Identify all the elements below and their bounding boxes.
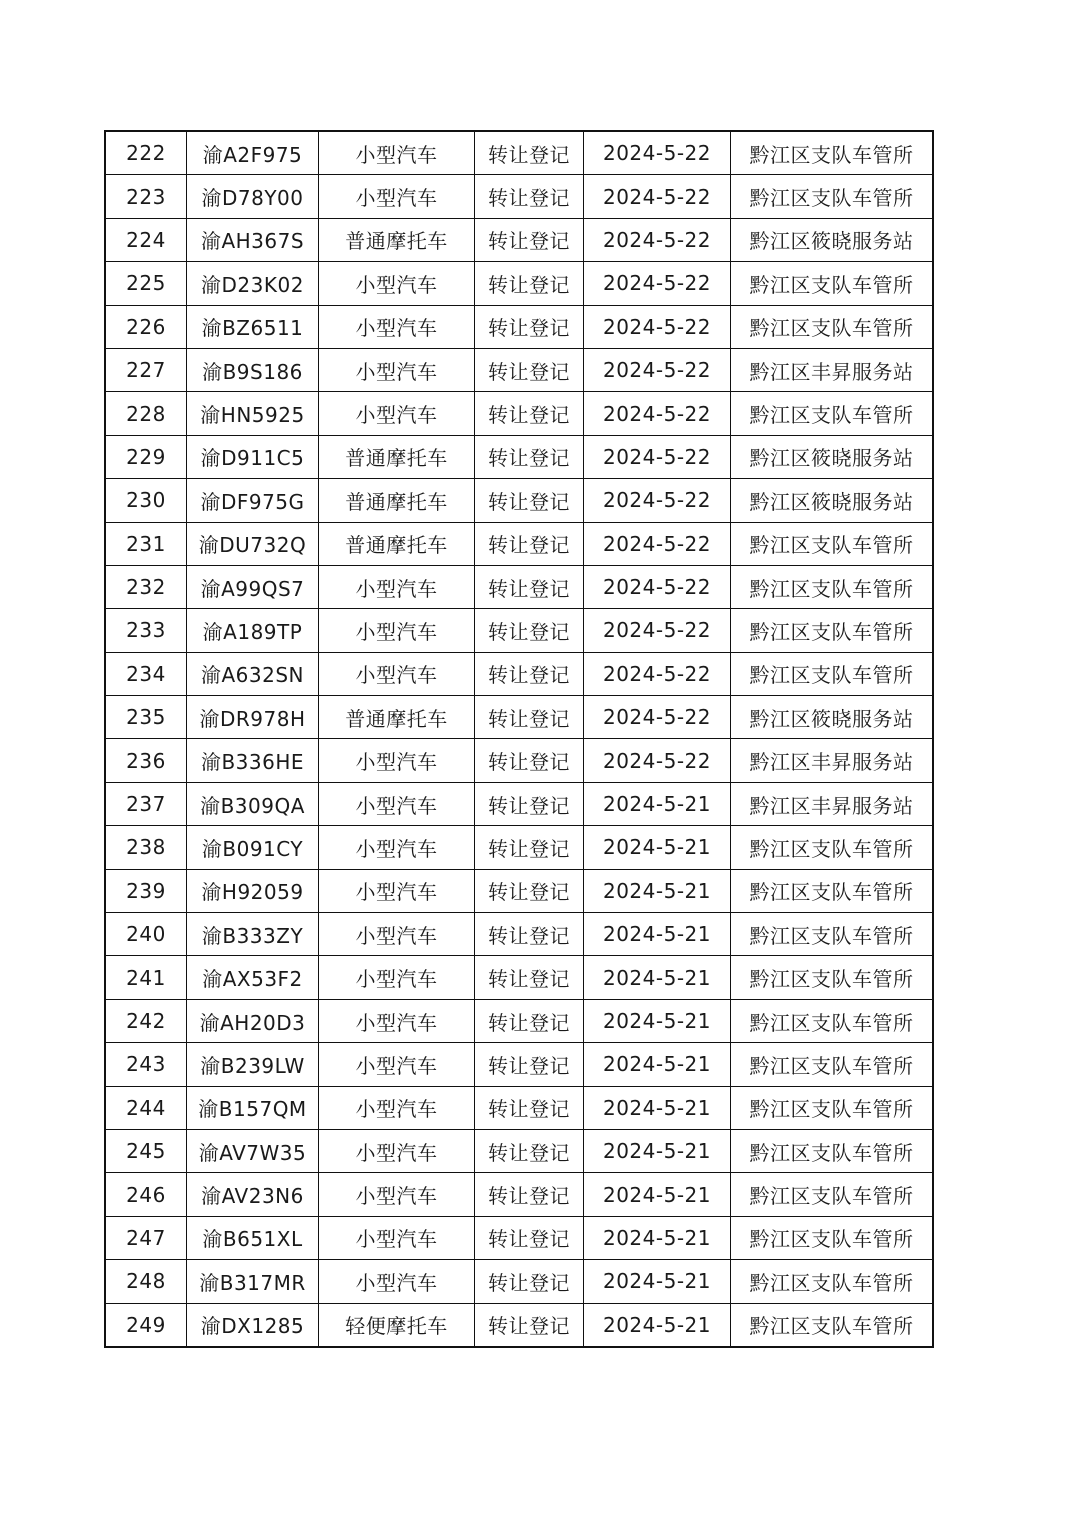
table-row <box>105 305 933 348</box>
date-cell: 2024-5-22 <box>584 348 731 391</box>
vehicle-type-cell: 普通摩托车 <box>319 479 475 522</box>
vehicle-type-cell: 小型汽车 <box>319 913 475 956</box>
table-row <box>105 1129 933 1172</box>
table-row <box>105 999 933 1042</box>
office-cell: 黔江区支队车管所 <box>731 609 934 652</box>
plate-number-cell: 渝A2F975 <box>187 131 319 175</box>
date-cell: 2024-5-22 <box>584 522 731 565</box>
office-cell: 黔江区支队车管所 <box>731 1216 934 1259</box>
office-cell: 黔江区支队车管所 <box>731 392 934 435</box>
office-cell: 黔江区筱晓服务站 <box>731 435 934 478</box>
office-cell: 黔江区支队车管所 <box>731 913 934 956</box>
business-type-cell: 转让登记 <box>475 999 584 1042</box>
plate-number-cell: 渝B309QA <box>187 782 319 825</box>
office-cell: 黔江区筱晓服务站 <box>731 218 934 261</box>
date-cell: 2024-5-21 <box>584 1129 731 1172</box>
business-type-cell: 转让登记 <box>475 435 584 478</box>
table-row <box>105 956 933 999</box>
plate-number-cell: 渝BZ6511 <box>187 305 319 348</box>
vehicle-type-cell: 小型汽车 <box>319 1043 475 1086</box>
business-type-cell: 转让登记 <box>475 218 584 261</box>
office-cell: 黔江区支队车管所 <box>731 565 934 608</box>
row-number-cell: 237 <box>105 782 187 825</box>
vehicle-type-cell: 普通摩托车 <box>319 522 475 565</box>
date-cell: 2024-5-21 <box>584 869 731 912</box>
table-row <box>105 479 933 522</box>
vehicle-type-cell: 小型汽车 <box>319 262 475 305</box>
date-cell: 2024-5-22 <box>584 609 731 652</box>
row-number-cell: 233 <box>105 609 187 652</box>
vehicle-type-cell: 小型汽车 <box>319 348 475 391</box>
date-cell: 2024-5-21 <box>584 913 731 956</box>
vehicle-type-cell: 小型汽车 <box>319 609 475 652</box>
table-row <box>105 826 933 869</box>
table-row <box>105 392 933 435</box>
date-cell: 2024-5-22 <box>584 565 731 608</box>
row-number-cell: 246 <box>105 1173 187 1216</box>
row-number-cell: 240 <box>105 913 187 956</box>
date-cell: 2024-5-22 <box>584 435 731 478</box>
date-cell: 2024-5-21 <box>584 1173 731 1216</box>
vehicle-type-cell: 小型汽车 <box>319 869 475 912</box>
vehicle-type-cell: 普通摩托车 <box>319 435 475 478</box>
table-row <box>105 262 933 305</box>
plate-number-cell: 渝H92059 <box>187 869 319 912</box>
plate-number-cell: 渝DF975G <box>187 479 319 522</box>
office-cell: 黔江区支队车管所 <box>731 869 934 912</box>
date-cell: 2024-5-22 <box>584 262 731 305</box>
table-row <box>105 1043 933 1086</box>
vehicle-type-cell: 轻便摩托车 <box>319 1303 475 1347</box>
plate-number-cell: 渝B651XL <box>187 1216 319 1259</box>
business-type-cell: 转让登记 <box>475 913 584 956</box>
vehicle-type-cell: 小型汽车 <box>319 1086 475 1129</box>
business-type-cell: 转让登记 <box>475 305 584 348</box>
date-cell: 2024-5-21 <box>584 1043 731 1086</box>
row-number-cell: 226 <box>105 305 187 348</box>
row-number-cell: 239 <box>105 869 187 912</box>
row-number-cell: 244 <box>105 1086 187 1129</box>
vehicle-registration-table <box>104 130 934 1348</box>
row-number-cell: 248 <box>105 1260 187 1303</box>
office-cell: 黔江区筱晓服务站 <box>731 696 934 739</box>
vehicle-type-cell: 小型汽车 <box>319 1216 475 1259</box>
row-number-cell: 236 <box>105 739 187 782</box>
office-cell: 黔江区支队车管所 <box>731 305 934 348</box>
row-number-cell: 243 <box>105 1043 187 1086</box>
date-cell: 2024-5-21 <box>584 1260 731 1303</box>
row-number-cell: 227 <box>105 348 187 391</box>
office-cell: 黔江区支队车管所 <box>731 652 934 695</box>
plate-number-cell: 渝B9S186 <box>187 348 319 391</box>
plate-number-cell: 渝D78Y00 <box>187 175 319 218</box>
table-row <box>105 565 933 608</box>
row-number-cell: 230 <box>105 479 187 522</box>
vehicle-type-cell: 小型汽车 <box>319 392 475 435</box>
plate-number-cell: 渝B336HE <box>187 739 319 782</box>
office-cell: 黔江区支队车管所 <box>731 1043 934 1086</box>
date-cell: 2024-5-21 <box>584 826 731 869</box>
business-type-cell: 转让登记 <box>475 1043 584 1086</box>
plate-number-cell: 渝B091CY <box>187 826 319 869</box>
vehicle-type-cell: 小型汽车 <box>319 956 475 999</box>
table-row <box>105 1260 933 1303</box>
business-type-cell: 转让登记 <box>475 869 584 912</box>
table-row <box>105 1303 933 1347</box>
table-row <box>105 522 933 565</box>
date-cell: 2024-5-21 <box>584 956 731 999</box>
plate-number-cell: 渝A632SN <box>187 652 319 695</box>
vehicle-type-cell: 普通摩托车 <box>319 696 475 739</box>
business-type-cell: 转让登记 <box>475 262 584 305</box>
date-cell: 2024-5-22 <box>584 131 731 175</box>
plate-number-cell: 渝D23K02 <box>187 262 319 305</box>
business-type-cell: 转让登记 <box>475 479 584 522</box>
date-cell: 2024-5-21 <box>584 1216 731 1259</box>
office-cell: 黔江区支队车管所 <box>731 826 934 869</box>
office-cell: 黔江区丰昇服务站 <box>731 739 934 782</box>
date-cell: 2024-5-22 <box>584 305 731 348</box>
plate-number-cell: 渝A99QS7 <box>187 565 319 608</box>
table-row <box>105 1216 933 1259</box>
table-row <box>105 1086 933 1129</box>
plate-number-cell: 渝B157QM <box>187 1086 319 1129</box>
row-number-cell: 232 <box>105 565 187 608</box>
date-cell: 2024-5-21 <box>584 1086 731 1129</box>
row-number-cell: 231 <box>105 522 187 565</box>
business-type-cell: 转让登记 <box>475 1260 584 1303</box>
vehicle-type-cell: 小型汽车 <box>319 175 475 218</box>
row-number-cell: 222 <box>105 131 187 175</box>
plate-number-cell: 渝AH20D3 <box>187 999 319 1042</box>
office-cell: 黔江区丰昇服务站 <box>731 348 934 391</box>
office-cell: 黔江区支队车管所 <box>731 175 934 218</box>
business-type-cell: 转让登记 <box>475 782 584 825</box>
business-type-cell: 转让登记 <box>475 696 584 739</box>
table-row <box>105 218 933 261</box>
vehicle-type-cell: 小型汽车 <box>319 999 475 1042</box>
plate-number-cell: 渝AV7W35 <box>187 1129 319 1172</box>
office-cell: 黔江区支队车管所 <box>731 262 934 305</box>
plate-number-cell: 渝A189TP <box>187 609 319 652</box>
table-row <box>105 652 933 695</box>
date-cell: 2024-5-22 <box>584 218 731 261</box>
vehicle-type-cell: 小型汽车 <box>319 826 475 869</box>
plate-number-cell: 渝AV23N6 <box>187 1173 319 1216</box>
row-number-cell: 234 <box>105 652 187 695</box>
business-type-cell: 转让登记 <box>475 956 584 999</box>
business-type-cell: 转让登记 <box>475 392 584 435</box>
office-cell: 黔江区支队车管所 <box>731 1260 934 1303</box>
plate-number-cell: 渝DU732Q <box>187 522 319 565</box>
vehicle-type-cell: 小型汽车 <box>319 782 475 825</box>
vehicle-type-cell: 小型汽车 <box>319 1260 475 1303</box>
date-cell: 2024-5-22 <box>584 392 731 435</box>
vehicle-type-cell: 小型汽车 <box>319 1173 475 1216</box>
plate-number-cell: 渝DX1285 <box>187 1303 319 1347</box>
row-number-cell: 242 <box>105 999 187 1042</box>
row-number-cell: 247 <box>105 1216 187 1259</box>
vehicle-type-cell: 小型汽车 <box>319 305 475 348</box>
plate-number-cell: 渝AH367S <box>187 218 319 261</box>
vehicle-type-cell: 小型汽车 <box>319 131 475 175</box>
date-cell: 2024-5-22 <box>584 479 731 522</box>
vehicle-type-cell: 小型汽车 <box>319 565 475 608</box>
date-cell: 2024-5-22 <box>584 696 731 739</box>
table-row <box>105 1173 933 1216</box>
row-number-cell: 235 <box>105 696 187 739</box>
office-cell: 黔江区支队车管所 <box>731 1303 934 1347</box>
date-cell: 2024-5-21 <box>584 782 731 825</box>
row-number-cell: 229 <box>105 435 187 478</box>
vehicle-type-cell: 小型汽车 <box>319 1129 475 1172</box>
business-type-cell: 转让登记 <box>475 565 584 608</box>
office-cell: 黔江区支队车管所 <box>731 1086 934 1129</box>
table-row <box>105 348 933 391</box>
table-row <box>105 782 933 825</box>
date-cell: 2024-5-21 <box>584 1303 731 1347</box>
vehicle-type-cell: 小型汽车 <box>319 739 475 782</box>
table-row <box>105 609 933 652</box>
business-type-cell: 转让登记 <box>475 1086 584 1129</box>
business-type-cell: 转让登记 <box>475 348 584 391</box>
row-number-cell: 228 <box>105 392 187 435</box>
business-type-cell: 转让登记 <box>475 739 584 782</box>
table-row <box>105 739 933 782</box>
office-cell: 黔江区筱晓服务站 <box>731 479 934 522</box>
office-cell: 黔江区支队车管所 <box>731 131 934 175</box>
plate-number-cell: 渝AX53F2 <box>187 956 319 999</box>
plate-number-cell: 渝B317MR <box>187 1260 319 1303</box>
business-type-cell: 转让登记 <box>475 652 584 695</box>
row-number-cell: 225 <box>105 262 187 305</box>
vehicle-type-cell: 小型汽车 <box>319 652 475 695</box>
row-number-cell: 249 <box>105 1303 187 1347</box>
business-type-cell: 转让登记 <box>475 826 584 869</box>
row-number-cell: 223 <box>105 175 187 218</box>
vehicle-type-cell: 普通摩托车 <box>319 218 475 261</box>
business-type-cell: 转让登记 <box>475 609 584 652</box>
plate-number-cell: 渝HN5925 <box>187 392 319 435</box>
business-type-cell: 转让登记 <box>475 1216 584 1259</box>
business-type-cell: 转让登记 <box>475 1303 584 1347</box>
date-cell: 2024-5-22 <box>584 175 731 218</box>
table-row <box>105 175 933 218</box>
date-cell: 2024-5-22 <box>584 652 731 695</box>
business-type-cell: 转让登记 <box>475 1129 584 1172</box>
office-cell: 黔江区支队车管所 <box>731 956 934 999</box>
table-row <box>105 435 933 478</box>
plate-number-cell: 渝DR978H <box>187 696 319 739</box>
table-body <box>105 131 933 1347</box>
business-type-cell: 转让登记 <box>475 522 584 565</box>
table-row <box>105 131 933 175</box>
plate-number-cell: 渝B333ZY <box>187 913 319 956</box>
office-cell: 黔江区支队车管所 <box>731 1173 934 1216</box>
date-cell: 2024-5-21 <box>584 999 731 1042</box>
table-row <box>105 869 933 912</box>
row-number-cell: 241 <box>105 956 187 999</box>
office-cell: 黔江区支队车管所 <box>731 999 934 1042</box>
row-number-cell: 224 <box>105 218 187 261</box>
office-cell: 黔江区支队车管所 <box>731 522 934 565</box>
office-cell: 黔江区支队车管所 <box>731 1129 934 1172</box>
plate-number-cell: 渝B239LW <box>187 1043 319 1086</box>
plate-number-cell: 渝D911C5 <box>187 435 319 478</box>
table-row <box>105 696 933 739</box>
row-number-cell: 245 <box>105 1129 187 1172</box>
business-type-cell: 转让登记 <box>475 1173 584 1216</box>
table-row <box>105 913 933 956</box>
office-cell: 黔江区丰昇服务站 <box>731 782 934 825</box>
business-type-cell: 转让登记 <box>475 175 584 218</box>
business-type-cell: 转让登记 <box>475 131 584 175</box>
row-number-cell: 238 <box>105 826 187 869</box>
date-cell: 2024-5-22 <box>584 739 731 782</box>
